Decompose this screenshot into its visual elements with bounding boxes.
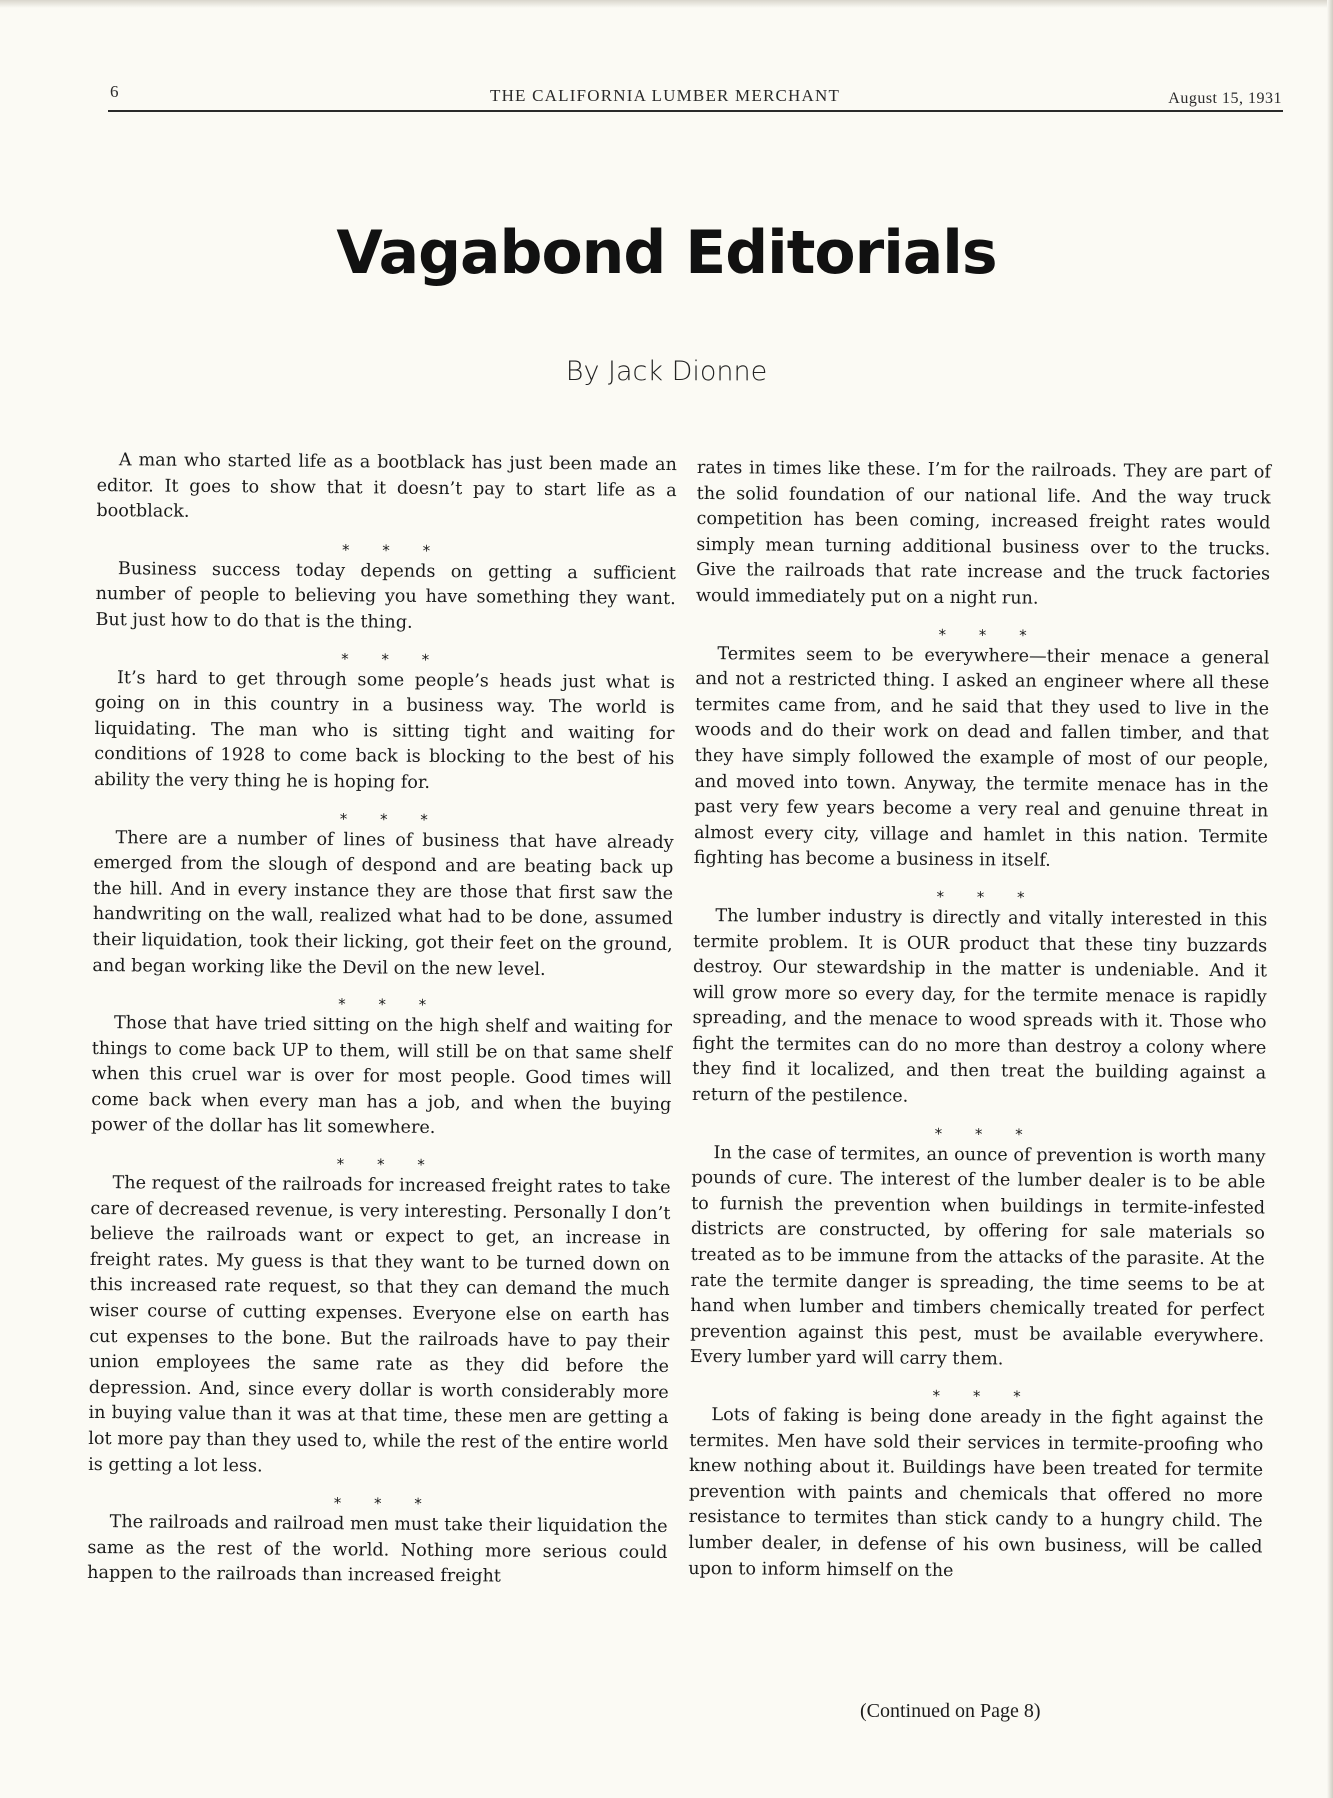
paragraph: There are a number of lines of business that have already emerged from the slough of despond and are beating back up the hill. And in every instance they are those that first saw the handwriting on the wall, realized what had to be done, assumed their liquidation, took their licking, got their feet on the ground, and began working like the Devil on the new level.: [92, 827, 674, 980]
separator: * * *: [341, 649, 444, 669]
paragraph: rates in times like these. I’m for the railroads. They are part of the solid foundation of our national life. And the way truck competition has been coming, increased freight rates would simply mean turning additional business over to the trucks. Give the railroads that rate increase and the truck factories would immediately put on a night run.: [695, 457, 1271, 609]
article-byline: By Jack Dionne: [565, 356, 768, 387]
paragraph: It’s hard to get through some people’s heads just what is going on in this country in a business way. The world is liquidating. The man who is sitting tight and waiting for conditions of 1928 to come back is blocking to the best of his ability the very thing he is hoping for.: [94, 667, 676, 793]
header-rule: [108, 110, 1283, 112]
separator: * * *: [339, 809, 442, 829]
running-header: [110, 82, 1282, 112]
separator: * * *: [342, 540, 445, 560]
left-column: [87, 448, 677, 1592]
paragraph: Business success today depends on getting a sufficient number of people to believing you have something they want. But just how to do that is the thing.: [95, 558, 677, 633]
separator: * * *: [936, 887, 1039, 907]
separator: * * *: [938, 625, 1041, 645]
paragraph: Lots of faking is being done aready in the fight against the termites. Men have sold their services in termite-proofing who knew nothing about it. Buildings have been treated for termite prevention with paints and chemicals that offered no more resistance to termites than stick candy to a hungry child. The lumber dealer, in defense of his own business, will be called upon to inform himself on the: [688, 1405, 1264, 1581]
publication-name: THE CALIFORNIA LUMBER MERCHANT: [490, 86, 841, 105]
paragraph: The request of the railroads for increased freight rates to take care of decreased revenue, is very interesting. Personally I don’t believe the railroads want or expect to get, an increase in freight rates. My guess is that they want to be turned down on this increased rate request, so that they can demand the much wiser course of cutting expenses. Everyone else on earth has cut expenses to the bone. But the railroads have to pay their union employees the same rate as they did before the depression. And, since every dollar is worth considerably more in buying value than it was at that time, these men are getting a lot more pay than they used to, while the rest of the entire world is getting a lot less.: [88, 1173, 671, 1477]
page-number: 6: [110, 82, 120, 101]
separator: * * *: [333, 1494, 436, 1514]
separator: * * *: [932, 1386, 1035, 1406]
paragraph: A man who started life as a bootblack has just been made an editor. It goes to show that it doesn’t pay to start life as a bootblack.: [96, 450, 677, 522]
paragraph: The railroads and railroad men must take their liquidation the same as the rest of the world. Nothing more serious could happen to the railroads than increased freight: [87, 1512, 668, 1587]
paragraph: In the case of termites, an ounce of prevention is worth many pounds of cure. The interest of the lumber dealer is to be able to furnish the prevention when buildings in termite-infested districts are constructed, by offering for sale materials so treated as to be immune from the attacks of the parasite. At the rate the termite danger is spreading, the time seems to be at hand when lumber and timbers chemically treated for perfect prevention against this pest, must be available everywhere. Every lumber yard will carry them.: [689, 1142, 1266, 1370]
issue-date: August 15, 1931: [1168, 90, 1282, 107]
paragraph: The lumber industry is directly and vitally interested in this termite problem. It is OUR product that these tiny buzzards destroy. Our stewardship in the matter is undeniable. And it will grow more so every day, for the termite menace is rapidly spreading, and the menace to wood spreads with it. Those who fight the termites can do no more than destroy a colony where they find it localized, and then treat the building against a return of the pestilence.: [691, 906, 1268, 1107]
paragraph: Termites seem to be everywhere—their menace a general and not a restricted thing. I asked an engineer where all these termites came from, and he said that they used to live in the woods and do their work on dead and fallen timber, and that they have simply followed the example of most of our people, and moved into town. Anyway, the termite menace has in the past very few years become a very real and genuine threat in almost every city, village and hamlet in this nation. Termite fighting has become a business in itself.: [693, 643, 1270, 872]
separator: * * *: [934, 1124, 1037, 1144]
continued-notice: (Continued on Page 8): [860, 1700, 1041, 1722]
page-edge: [0, 0, 1333, 8]
separator: * * *: [338, 995, 441, 1015]
separator: * * *: [336, 1155, 439, 1175]
article-title: Vagabond Editorials: [336, 218, 997, 288]
paragraph: Those that have tried sitting on the high shelf and waiting for things to come back UP to them, will still be on that same shelf when this cruel war is over for most people. Good times will come back when every man has a job, and when the buying power of the dollar has lit somewhere.: [91, 1013, 673, 1139]
right-column: [688, 456, 1271, 1587]
